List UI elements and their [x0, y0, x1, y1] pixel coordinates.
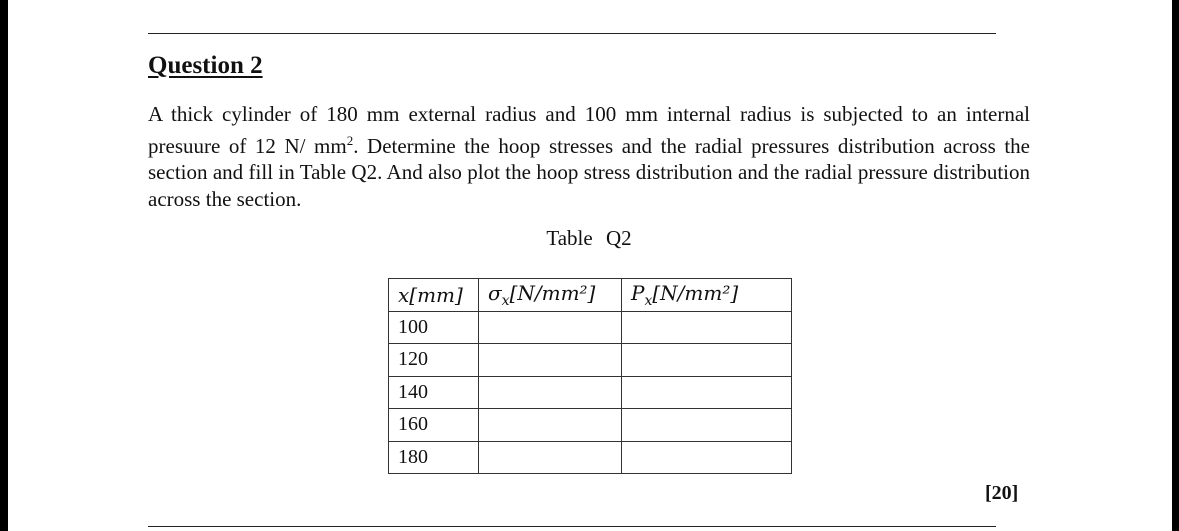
cell-sigma [479, 409, 622, 442]
cell-p [622, 441, 792, 474]
cell-x: 160 [389, 409, 479, 442]
table-q2 [388, 278, 792, 474]
cell-p [622, 344, 792, 377]
header-p-symbol: P [631, 280, 645, 305]
question-text-part-2: . Determine the hoop stresses and the radial pressures distribution across the section and fill in Table Q2. And also plot the hoop stress distribution and the radial pressure distribution across the section. [148, 133, 1030, 211]
table-header-row [389, 279, 792, 312]
top-divider [148, 33, 996, 34]
cell-x: 140 [389, 376, 479, 409]
cell-p [622, 409, 792, 442]
table-row [389, 409, 792, 442]
table-row [389, 311, 792, 344]
table-row [389, 376, 792, 409]
header-p-subscript: x [644, 292, 653, 309]
table-caption: Table Q2 [546, 226, 632, 250]
cell-sigma [479, 376, 622, 409]
header-sigma-unit: [N/mm²] [509, 280, 596, 305]
bottom-divider [148, 526, 996, 527]
header-sigma-subscript: x [501, 292, 510, 309]
header-x: x[mm] [389, 279, 479, 312]
cell-p [622, 311, 792, 344]
question-heading: Question 2 [148, 52, 263, 79]
cell-x: 120 [389, 344, 479, 377]
document-page [8, 0, 1172, 531]
cell-x: 100 [389, 311, 479, 344]
cell-x: 180 [389, 441, 479, 474]
cell-sigma [479, 344, 622, 377]
header-sigma-symbol: σ [488, 280, 502, 305]
question-text-part-1: A thick cylinder of 180 mm external radius and 100 mm internal radius is subjected to an internal presuure of 12 N/ mm [148, 102, 1030, 158]
header-sigma [479, 279, 622, 312]
cell-p [622, 376, 792, 409]
header-p [622, 279, 792, 312]
marks-label: [20] [985, 482, 1019, 504]
table-row [389, 344, 792, 377]
question-text [148, 101, 1030, 212]
cell-sigma [479, 311, 622, 344]
superscript-two: 2 [346, 132, 354, 148]
header-p-unit: [N/mm²] [652, 280, 739, 305]
table-row [389, 441, 792, 474]
cell-sigma [479, 441, 622, 474]
